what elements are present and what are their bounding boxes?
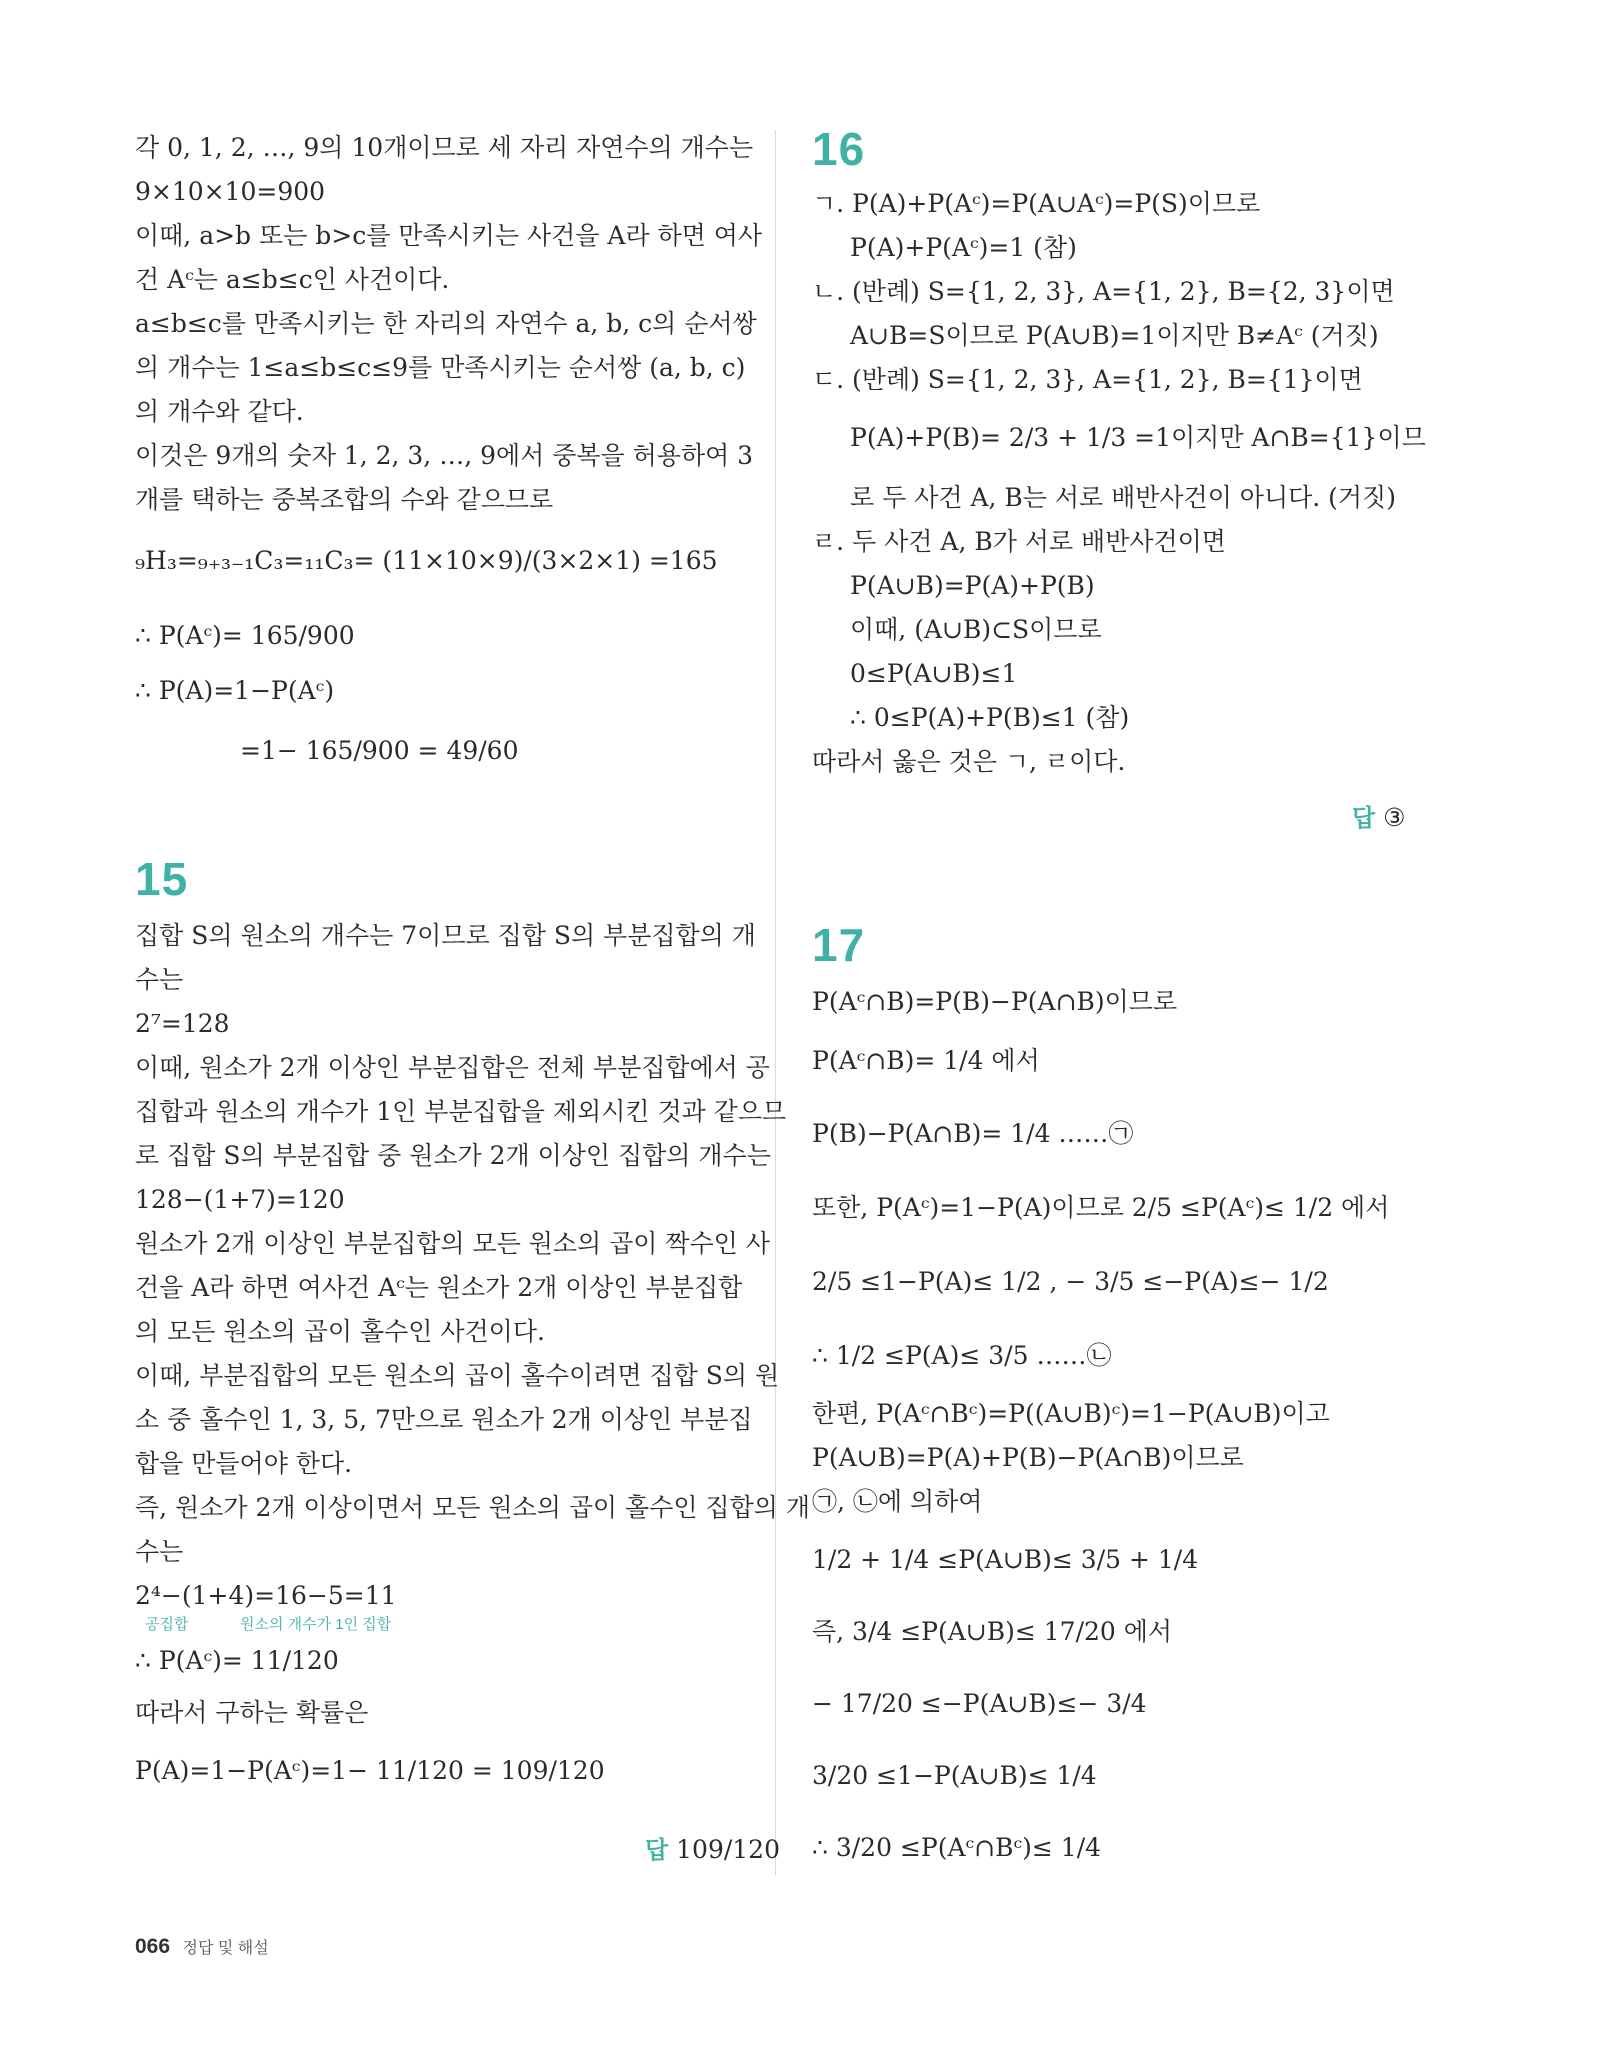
equation-line: P(Aᶜ∩B)=P(B)−P(A∩B)이므로: [812, 987, 1178, 1016]
text-line: 따라서 구하는 확률은: [135, 1698, 369, 1727]
equation-line: =1− 165/900 = 49/60: [240, 736, 519, 765]
equation-line: P(A∪B)=P(A)+P(B): [850, 571, 1095, 600]
equation-line: 0≤P(A∪B)≤1: [850, 659, 1018, 688]
text-line: 이것은 9개의 숫자 1, 2, 3, …, 9에서 중복을 허용하여 3: [135, 441, 754, 470]
text-line: ㄹ. 두 사건 A, B가 서로 배반사건이면: [812, 527, 1226, 556]
equation-line: P(Aᶜ∩B)= 1/4 에서: [812, 1046, 1040, 1075]
text-line: 소 중 홀수인 1, 3, 5, 7만으로 원소가 2개 이상인 부분집: [135, 1405, 753, 1434]
text-line: 이때, a>b 또는 b>c를 만족시키는 사건을 A라 하면 여사: [135, 221, 763, 250]
text-line: ㄴ. (반례) S={1, 2, 3}, A={1, 2}, B={2, 3}이면: [812, 277, 1395, 306]
text-line: 이때, (A∪B)⊂S이므로: [850, 615, 1102, 644]
text-line: 건 Aᶜ는 a≤b≤c인 사건이다.: [135, 265, 450, 294]
text-line: ㄱ. P(A)+P(Aᶜ)=P(A∪Aᶜ)=P(S)이므로: [812, 189, 1261, 218]
equation-line: ₉H₃=₉₊₃₋₁C₃=₁₁C₃= (11×10×9)/(3×2×1) =165: [135, 546, 718, 575]
answer-16: [1352, 798, 1406, 833]
text-line: ㉠, ㉡에 의하여: [812, 1487, 983, 1516]
equation-line: P(A)=1−P(Aᶜ)=1− 11/120 = 109/120: [135, 1756, 605, 1785]
text-line: 건을 A라 하면 여사건 Aᶜ는 원소가 2개 이상인 부분집합: [135, 1273, 743, 1302]
equation-line: P(A∪B)=P(A)+P(B)−P(A∩B)이므로: [812, 1443, 1244, 1472]
equation-line: 3/20 ≤1−P(A∪B)≤ 1/4: [812, 1761, 1097, 1790]
equation-line: ∴ 1/2 ≤P(A)≤ 3/5 ……㉡: [812, 1341, 1112, 1370]
equation-line: ∴ P(Aᶜ)= 165/900: [135, 621, 355, 650]
equation-line: − 17/20 ≤−P(A∪B)≤− 3/4: [812, 1689, 1147, 1718]
text-line: 이때, 원소가 2개 이상인 부분집합은 전체 부분집합에서 공: [135, 1053, 770, 1082]
text-line: 로 두 사건 A, B는 서로 배반사건이 아니다. (거짓): [850, 483, 1396, 512]
page-number: 066: [135, 1935, 171, 1958]
annotation-empty-set: 공집합: [145, 1616, 189, 1633]
text-line: 수는: [135, 965, 184, 994]
text-line: 수는: [135, 1537, 184, 1566]
answer-label: 답: [645, 1837, 669, 1864]
answer-15: [645, 1830, 780, 1865]
equation-line: 또한, P(Aᶜ)=1−P(A)이므로 2/5 ≤P(Aᶜ)≤ 1/2 에서: [812, 1193, 1390, 1222]
text-line: 의 개수는 1≤a≤b≤c≤9를 만족시키는 순서쌍 (a, b, c): [135, 353, 746, 382]
text-line: 원소가 2개 이상인 부분집합의 모든 원소의 곱이 짝수인 사: [135, 1229, 770, 1258]
text-line: 의 모든 원소의 곱이 홀수인 사건이다.: [135, 1317, 545, 1346]
answer-label: 답: [1352, 805, 1376, 832]
equation-line: P(A)+P(B)= 2/3 + 1/3 =1이지만 A∩B={1}이므: [850, 423, 1426, 452]
equation-line: ∴ 3/20 ≤P(Aᶜ∩Bᶜ)≤ 1/4: [812, 1833, 1102, 1862]
equation-line: 2⁷=128: [135, 1009, 230, 1038]
annotation-single-element-set: 원소의 개수가 1인 집합: [240, 1616, 392, 1633]
equation-line: 2⁴−(1+4)=16−5=11: [135, 1581, 397, 1610]
section-title: 정답 및 해설: [182, 1940, 269, 1957]
text-line: 개를 택하는 중복조합의 수와 같으므로: [135, 485, 554, 514]
text-line: a≤b≤c를 만족시키는 한 자리의 자연수 a, b, c의 순서쌍: [135, 309, 757, 338]
text-line: 즉, 원소가 2개 이상이면서 모든 원소의 곱이 홀수인 집합의 개: [135, 1493, 810, 1522]
equation-line: 1/2 + 1/4 ≤P(A∪B)≤ 3/5 + 1/4: [812, 1545, 1199, 1574]
text-line: ㄷ. (반례) S={1, 2, 3}, A={1, 2}, B={1}이면: [812, 365, 1363, 394]
answer-value: ③: [1383, 803, 1406, 832]
equation-line: P(B)−P(A∩B)= 1/4 ……㉠: [812, 1119, 1134, 1148]
text-line: 의 개수와 같다.: [135, 397, 304, 426]
question-number: 17: [812, 919, 866, 971]
equation-line: ∴ 0≤P(A)+P(B)≤1 (참): [850, 703, 1130, 732]
text-line: 로 집합 S의 부분집합 중 원소가 2개 이상인 집합의 개수는: [135, 1141, 771, 1170]
question-number: 15: [135, 853, 189, 905]
equation-line: 128−(1+7)=120: [135, 1185, 345, 1214]
text-line: P(A)+P(Aᶜ)=1 (참): [850, 233, 1077, 262]
equation-line: 즉, 3/4 ≤P(A∪B)≤ 17/20 에서: [812, 1617, 1173, 1646]
equation-line: 한편, P(Aᶜ∩Bᶜ)=P((A∪B)ᶜ)=1−P(A∪B)이고: [812, 1399, 1330, 1428]
text-line: 집합 S의 원소의 개수는 7이므로 집합 S의 부분집합의 개: [135, 921, 756, 950]
text-line: 이때, 부분집합의 모든 원소의 곱이 홀수이려면 집합 S의 원: [135, 1361, 780, 1390]
equation-line: ∴ P(A)=1−P(Aᶜ): [135, 676, 335, 705]
text-line: 각 0, 1, 2, …, 9의 10개이므로 세 자리 자연수의 개수는: [135, 133, 754, 162]
equation-line: ∴ P(Aᶜ)= 11/120: [135, 1646, 339, 1675]
text-line: 9×10×10=900: [135, 177, 326, 206]
page-footer: [135, 1935, 269, 1959]
text-line: 따라서 옳은 것은 ㄱ, ㄹ이다.: [812, 747, 1126, 776]
text-line: 합을 만들어야 한다.: [135, 1449, 353, 1478]
answer-value: 109/120: [676, 1835, 780, 1864]
text-line: 집합과 원소의 개수가 1인 부분집합을 제외시킨 것과 같으므: [135, 1097, 787, 1126]
equation-line: 2/5 ≤1−P(A)≤ 1/2 , − 3/5 ≤−P(A)≤− 1/2: [812, 1267, 1329, 1296]
question-number: 16: [812, 123, 866, 175]
column-divider: [775, 130, 776, 1875]
text-line: A∪B=S이므로 P(A∪B)=1이지만 B≠Aᶜ (거짓): [850, 321, 1379, 350]
